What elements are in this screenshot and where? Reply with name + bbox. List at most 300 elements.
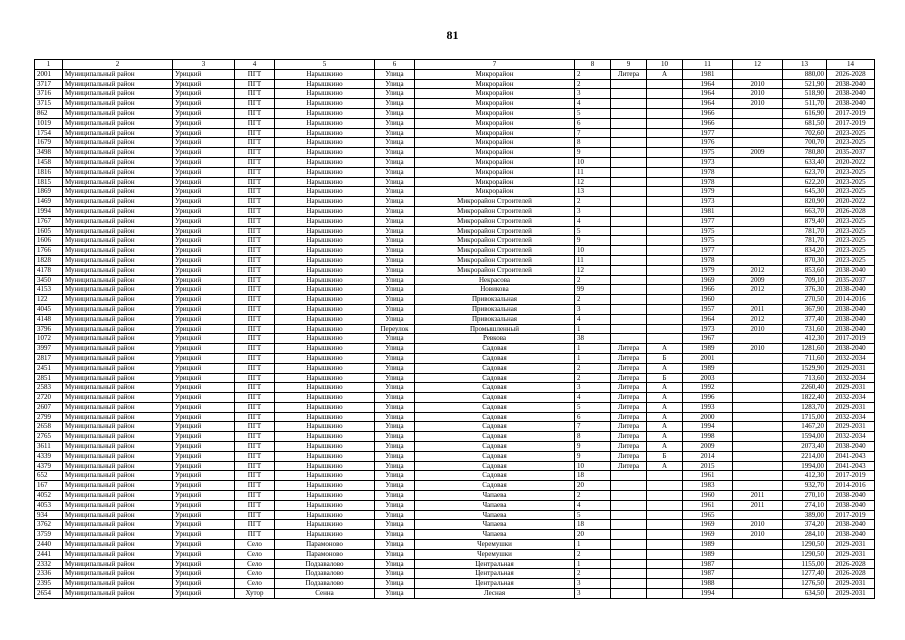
cell-year-renovated [733,383,783,393]
cell-litera-label [611,206,647,216]
cell-district: Урицкий [173,128,235,138]
cell-litera-label [611,128,647,138]
cell-litera: А [647,402,683,412]
cell-year-built: 2015 [683,461,733,471]
cell-district: Урицкий [173,412,235,422]
cell-litera [647,295,683,305]
cell-district: Урицкий [173,334,235,344]
cell-area: 2260,40 [783,383,827,393]
cell-street-type: Улица [375,246,415,256]
cell-period: 2038-2040 [827,79,875,89]
cell-area: 1290,50 [783,540,827,550]
cell-house-number: 9 [575,442,611,452]
cell-street: Чапаева [415,530,575,540]
cell-house-number: 12 [575,265,611,275]
cell-street: Садовая [415,432,575,442]
cell-street: Микрорайон Строителей [415,197,575,207]
cell-year-renovated [733,559,783,569]
column-header-10: 10 [647,60,683,70]
cell-settlement: Нарышкино [275,128,375,138]
cell-settlement: Нарышкино [275,481,375,491]
table-row [35,471,875,481]
cell-litera-label [611,89,647,99]
cell-district: Урицкий [173,148,235,158]
cell-house-number: 4 [575,314,611,324]
cell-litera [647,324,683,334]
cell-house-number: 1 [575,344,611,354]
cell-litera [647,510,683,520]
cell-year-built: 1989 [683,549,733,559]
cell-id: 1605 [35,226,63,236]
cell-litera [647,530,683,540]
cell-year-built: 1976 [683,138,733,148]
cell-litera-label [611,549,647,559]
cell-period: 2023-2025 [827,187,875,197]
table-body [35,69,875,598]
cell-municipality-type: Муниципальный район [63,197,173,207]
cell-settlement-type: ПГТ [235,334,275,344]
page-number: 81 [446,28,459,42]
table-row [35,246,875,256]
cell-settlement: Нарышкино [275,197,375,207]
cell-street: Привокзальная [415,295,575,305]
table-row [35,530,875,540]
cell-municipality-type: Муниципальный район [63,108,173,118]
cell-year-renovated [733,579,783,589]
cell-settlement-type: ПГТ [235,461,275,471]
table-row [35,128,875,138]
cell-litera-label [611,334,647,344]
cell-street-type: Улица [375,138,415,148]
cell-district: Урицкий [173,246,235,256]
cell-area: 713,60 [783,373,827,383]
cell-area: 1467,20 [783,422,827,432]
cell-period: 2032-2034 [827,412,875,422]
cell-period: 2029-2031 [827,579,875,589]
cell-litera: А [647,344,683,354]
table-row [35,216,875,226]
column-header-12: 12 [733,60,783,70]
cell-district: Урицкий [173,363,235,373]
cell-street-type: Улица [375,373,415,383]
cell-year-built: 1965 [683,510,733,520]
cell-street-type: Улица [375,569,415,579]
table-row [35,265,875,275]
cell-period: 2023-2025 [827,177,875,187]
cell-settlement: Нарышкино [275,177,375,187]
cell-street-type: Улица [375,471,415,481]
cell-house-number: 2 [575,569,611,579]
cell-year-renovated: 2010 [733,530,783,540]
cell-settlement: Нарышкино [275,265,375,275]
table-row [35,275,875,285]
cell-id: 3611 [35,442,63,452]
cell-district: Урицкий [173,353,235,363]
cell-municipality-type: Муниципальный район [63,324,173,334]
cell-street: Садовая [415,442,575,452]
cell-year-built: 1989 [683,363,733,373]
cell-area: 1277,40 [783,569,827,579]
cell-year-renovated [733,118,783,128]
cell-settlement-type: ПГТ [235,79,275,89]
cell-year-built: 1964 [683,89,733,99]
cell-litera-label [611,226,647,236]
cell-settlement: Нарышкино [275,324,375,334]
cell-settlement-type: ПГТ [235,246,275,256]
cell-settlement-type: ПГТ [235,520,275,530]
cell-house-number: 4 [575,99,611,109]
cell-settlement-type: Село [235,559,275,569]
cell-id: 934 [35,510,63,520]
cell-house-number: 2 [575,363,611,373]
cell-street-type: Улица [375,197,415,207]
cell-year-renovated [733,167,783,177]
cell-municipality-type: Муниципальный район [63,99,173,109]
cell-litera-label [611,471,647,481]
cell-settlement-type: ПГТ [235,442,275,452]
cell-litera-label [611,481,647,491]
cell-litera-label: Литера [611,383,647,393]
cell-street-type: Улица [375,187,415,197]
cell-street-type: Улица [375,148,415,158]
column-header-11: 11 [683,60,733,70]
cell-district: Урицкий [173,255,235,265]
cell-house-number: 7 [575,128,611,138]
cell-year-built: 1975 [683,148,733,158]
cell-street-type: Улица [375,589,415,599]
cell-district: Урицкий [173,579,235,589]
cell-year-built: 1977 [683,128,733,138]
cell-street-type: Улица [375,520,415,530]
cell-year-renovated [733,373,783,383]
cell-district: Урицкий [173,373,235,383]
cell-district: Урицкий [173,99,235,109]
cell-municipality-type: Муниципальный район [63,157,173,167]
table-row [35,451,875,461]
cell-settlement-type: ПГТ [235,373,275,383]
cell-year-renovated: 2011 [733,500,783,510]
cell-street-type: Улица [375,549,415,559]
cell-area: 681,50 [783,118,827,128]
cell-year-renovated [733,295,783,305]
cell-street-type: Улица [375,363,415,373]
cell-period: 2038-2040 [827,491,875,501]
cell-id: 122 [35,295,63,305]
cell-street: Микрорайон [415,108,575,118]
cell-period: 2035-2037 [827,148,875,158]
cell-street: Микрорайон [415,157,575,167]
cell-house-number: 1 [575,540,611,550]
cell-municipality-type: Муниципальный район [63,589,173,599]
table-row [35,177,875,187]
cell-street: Микрорайон [415,99,575,109]
cell-street-type: Улица [375,500,415,510]
cell-settlement-type: ПГТ [235,167,275,177]
cell-litera [647,334,683,344]
cell-house-number: 3 [575,383,611,393]
cell-period: 2026-2028 [827,206,875,216]
cell-settlement-type: ПГТ [235,344,275,354]
cell-area: 511,70 [783,99,827,109]
cell-year-renovated [733,255,783,265]
cell-id: 3759 [35,530,63,540]
cell-settlement-type: ПГТ [235,157,275,167]
cell-period: 2017-2019 [827,108,875,118]
table-row [35,442,875,452]
cell-municipality-type: Муниципальный район [63,530,173,540]
cell-year-renovated [733,481,783,491]
cell-period: 2023-2025 [827,167,875,177]
cell-settlement-type: ПГТ [235,206,275,216]
cell-settlement-type: ПГТ [235,402,275,412]
cell-area: 1281,60 [783,344,827,354]
cell-settlement: Подзавалово [275,559,375,569]
cell-year-built: 1969 [683,530,733,540]
cell-litera [647,89,683,99]
cell-settlement: Нарышкино [275,363,375,373]
cell-street: Микрорайон [415,148,575,158]
cell-litera [647,491,683,501]
cell-settlement-type: ПГТ [235,265,275,275]
cell-district: Урицкий [173,481,235,491]
cell-settlement: Нарышкино [275,432,375,442]
cell-litera [647,108,683,118]
cell-litera: А [647,412,683,422]
cell-municipality-type: Муниципальный район [63,383,173,393]
cell-settlement: Нарышкино [275,108,375,118]
cell-street-type: Улица [375,236,415,246]
table-row [35,118,875,128]
cell-house-number: 3 [575,89,611,99]
cell-litera [647,579,683,589]
cell-year-renovated [733,540,783,550]
cell-settlement: Нарышкино [275,118,375,128]
cell-settlement-type: ПГТ [235,481,275,491]
cell-area: 623,70 [783,167,827,177]
cell-settlement: Нарышкино [275,402,375,412]
table-row [35,138,875,148]
cell-id: 652 [35,471,63,481]
cell-district: Урицкий [173,197,235,207]
cell-id: 3450 [35,275,63,285]
cell-municipality-type: Муниципальный район [63,491,173,501]
cell-period: 2035-2037 [827,275,875,285]
cell-litera [647,118,683,128]
cell-litera [647,128,683,138]
cell-id: 3498 [35,148,63,158]
cell-street: Садовая [415,461,575,471]
cell-litera-label [611,304,647,314]
column-header-6: 6 [375,60,415,70]
table-row [35,236,875,246]
cell-year-built: 1987 [683,569,733,579]
cell-street: Ревкова [415,334,575,344]
cell-settlement: Нарышкино [275,500,375,510]
cell-municipality-type: Муниципальный район [63,520,173,530]
cell-house-number: 4 [575,216,611,226]
cell-litera [647,79,683,89]
cell-municipality-type: Муниципальный район [63,69,173,79]
cell-year-built: 1960 [683,491,733,501]
cell-period: 2026-2028 [827,559,875,569]
cell-id: 1994 [35,206,63,216]
cell-litera-label [611,324,647,334]
cell-year-built: 1969 [683,520,733,530]
cell-id: 3796 [35,324,63,334]
cell-period: 2017-2019 [827,510,875,520]
cell-year-renovated [733,569,783,579]
cell-year-renovated: 2009 [733,275,783,285]
cell-street-type: Улица [375,461,415,471]
cell-year-renovated [733,412,783,422]
cell-litera-label: Литера [611,402,647,412]
table-row [35,510,875,520]
cell-litera: А [647,69,683,79]
cell-area: 932,70 [783,481,827,491]
cell-id: 2583 [35,383,63,393]
cell-district: Урицкий [173,500,235,510]
cell-litera-label [611,216,647,226]
cell-municipality-type: Муниципальный район [63,265,173,275]
cell-area: 700,70 [783,138,827,148]
cell-municipality-type: Муниципальный район [63,363,173,373]
cell-settlement: Нарышкино [275,442,375,452]
cell-settlement-type: ПГТ [235,383,275,393]
cell-year-renovated: 2011 [733,304,783,314]
cell-house-number: 2 [575,295,611,305]
cell-id: 2332 [35,559,63,569]
cell-year-built: 1960 [683,295,733,305]
cell-litera-label [611,138,647,148]
table-row [35,314,875,324]
cell-municipality-type: Муниципальный район [63,167,173,177]
cell-district: Урицкий [173,314,235,324]
cell-litera [647,246,683,256]
cell-street: Садовая [415,344,575,354]
housing-register-table [34,59,875,599]
table-row [35,393,875,403]
cell-area: 780,80 [783,148,827,158]
table-row [35,569,875,579]
table-row [35,422,875,432]
cell-year-built: 1987 [683,559,733,569]
table-row [35,353,875,363]
cell-period: 2038-2040 [827,442,875,452]
cell-litera-label: Литера [611,353,647,363]
cell-litera-label [611,177,647,187]
cell-settlement-type: ПГТ [235,422,275,432]
cell-litera-label [611,285,647,295]
cell-area: 1994,00 [783,461,827,471]
cell-house-number: 11 [575,255,611,265]
cell-municipality-type: Муниципальный район [63,579,173,589]
cell-year-renovated [733,510,783,520]
cell-street-type: Улица [375,510,415,520]
cell-settlement-type: ПГТ [235,510,275,520]
cell-house-number: 2 [575,79,611,89]
cell-year-renovated: 2012 [733,265,783,275]
cell-street: Садовая [415,402,575,412]
cell-year-built: 1975 [683,236,733,246]
cell-litera [647,187,683,197]
cell-area: 1822,40 [783,393,827,403]
cell-street-type: Улица [375,334,415,344]
cell-municipality-type: Муниципальный район [63,79,173,89]
cell-litera: А [647,383,683,393]
cell-id: 4052 [35,491,63,501]
cell-settlement: Нарышкино [275,79,375,89]
cell-settlement: Нарышкино [275,334,375,344]
table-row [35,148,875,158]
cell-municipality-type: Муниципальный район [63,187,173,197]
cell-litera: А [647,461,683,471]
cell-street: Садовая [415,383,575,393]
cell-street: Микрорайон [415,138,575,148]
cell-id: 1869 [35,187,63,197]
cell-street: Микрорайон Строителей [415,255,575,265]
cell-id: 4379 [35,461,63,471]
table-row [35,432,875,442]
cell-year-renovated [733,549,783,559]
cell-period: 2023-2025 [827,216,875,226]
cell-litera-label [611,148,647,158]
cell-settlement: Нарышкино [275,236,375,246]
cell-litera-label [611,187,647,197]
cell-district: Урицкий [173,275,235,285]
cell-street-type: Улица [375,314,415,324]
cell-area: 412,30 [783,471,827,481]
cell-settlement-type: ПГТ [235,236,275,246]
cell-municipality-type: Муниципальный район [63,334,173,344]
cell-id: 4178 [35,265,63,275]
cell-street: Некрасова [415,275,575,285]
table-row [35,579,875,589]
cell-id: 2817 [35,353,63,363]
cell-street: Садовая [415,353,575,363]
cell-house-number: 5 [575,108,611,118]
cell-house-number: 2 [575,549,611,559]
cell-district: Урицкий [173,226,235,236]
table-header-row [35,60,875,70]
cell-settlement: Нарышкино [275,344,375,354]
cell-street: Микрорайон Строителей [415,246,575,256]
cell-municipality-type: Муниципальный район [63,481,173,491]
cell-street: Чапаева [415,510,575,520]
table-row [35,285,875,295]
cell-street: Садовая [415,471,575,481]
cell-period: 2038-2040 [827,324,875,334]
cell-litera-label [611,265,647,275]
cell-street-type: Улица [375,295,415,305]
cell-year-built: 1992 [683,383,733,393]
cell-house-number: 6 [575,412,611,422]
cell-settlement: Подзавалово [275,569,375,579]
cell-settlement: Парамоново [275,540,375,550]
cell-year-renovated [733,246,783,256]
cell-litera [647,481,683,491]
cell-period: 2032-2034 [827,353,875,363]
cell-street-type: Улица [375,393,415,403]
cell-municipality-type: Муниципальный район [63,451,173,461]
cell-id: 2658 [35,422,63,432]
cell-litera-label [611,314,647,324]
cell-litera-label: Литера [611,393,647,403]
cell-house-number: 4 [575,393,611,403]
cell-year-renovated [733,236,783,246]
cell-settlement: Нарышкино [275,246,375,256]
cell-municipality-type: Муниципальный район [63,216,173,226]
cell-id: 1679 [35,138,63,148]
